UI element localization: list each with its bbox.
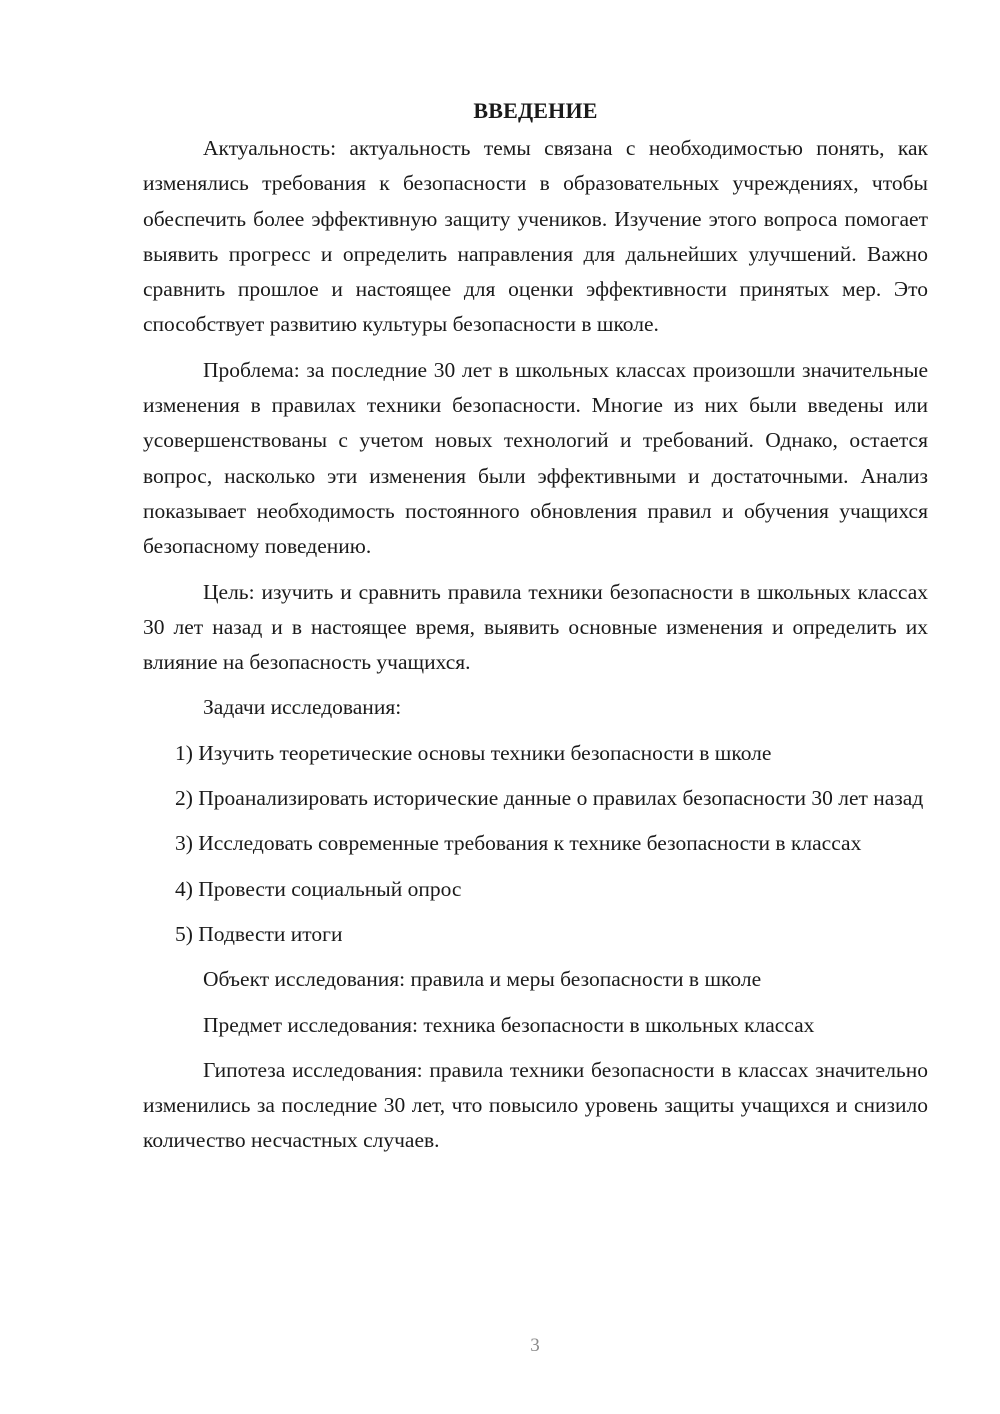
goal-paragraph: Цель: изучить и сравнить правила техники безопасности в школьных классах 30 лет назад и в настоящее время, выявить основные изменения и определить их влияние на безопасность учащихся. (143, 579, 928, 675)
page-number: 3 (530, 1335, 540, 1356)
tasks-heading: Задачи исследования: (203, 695, 402, 720)
subject-paragraph: Предмет исследования: техника безопасности в школьных классах (203, 1012, 815, 1037)
relevance-paragraph: Актуальность: актуальность темы связана с необходимостью понять, как изменялись требования к безопасности в образовательных учреждениях, чтобы обеспечить более эффективную защиту учеников. Изучение этого вопроса помогает выявить прогресс и определить направления для дальнейших улучшений. Важно сравнить прошлое и настоящее для оценки эффективности принятых мер. Это способствует развитию культуры безопасности в школе. (143, 136, 928, 337)
object-paragraph: Объект исследования: правила и меры безопасности в школе (203, 967, 762, 992)
list-item: 3) Исследовать современные требования к технике безопасности в классах (175, 831, 862, 856)
document-page (143, 93, 928, 1169)
list-item: 4) Провести социальный опрос (175, 876, 462, 901)
list-item: 5) Подвести итоги (175, 921, 343, 946)
hypothesis-paragraph: Гипотеза исследования: правила техники безопасности в классах значительно изменились за последние 30 лет, что повысило уровень защиты учащихся и снизило количество несчастных случаев. (143, 1057, 928, 1153)
list-item: 2) Проанализировать исторические данные о правилах безопасности 30 лет назад (175, 786, 924, 811)
section-title: ВВЕДЕНИЕ (473, 98, 598, 123)
problem-paragraph: Проблема: за последние 30 лет в школьных классах произошли значительные изменения в правилах техники безопасности. Многие из них были введены или усовершенствованы с учетом новых технологий и требований. Однако, остается вопрос, насколько эти изменения были эффективными и достаточными. Анализ показывает необходимость постоянного обновления правил и обучения учащихся безопасному поведению. (143, 357, 928, 559)
list-item: 1) Изучить теоретические основы техники безопасности в школе (175, 740, 772, 765)
tasks-list (143, 736, 928, 952)
